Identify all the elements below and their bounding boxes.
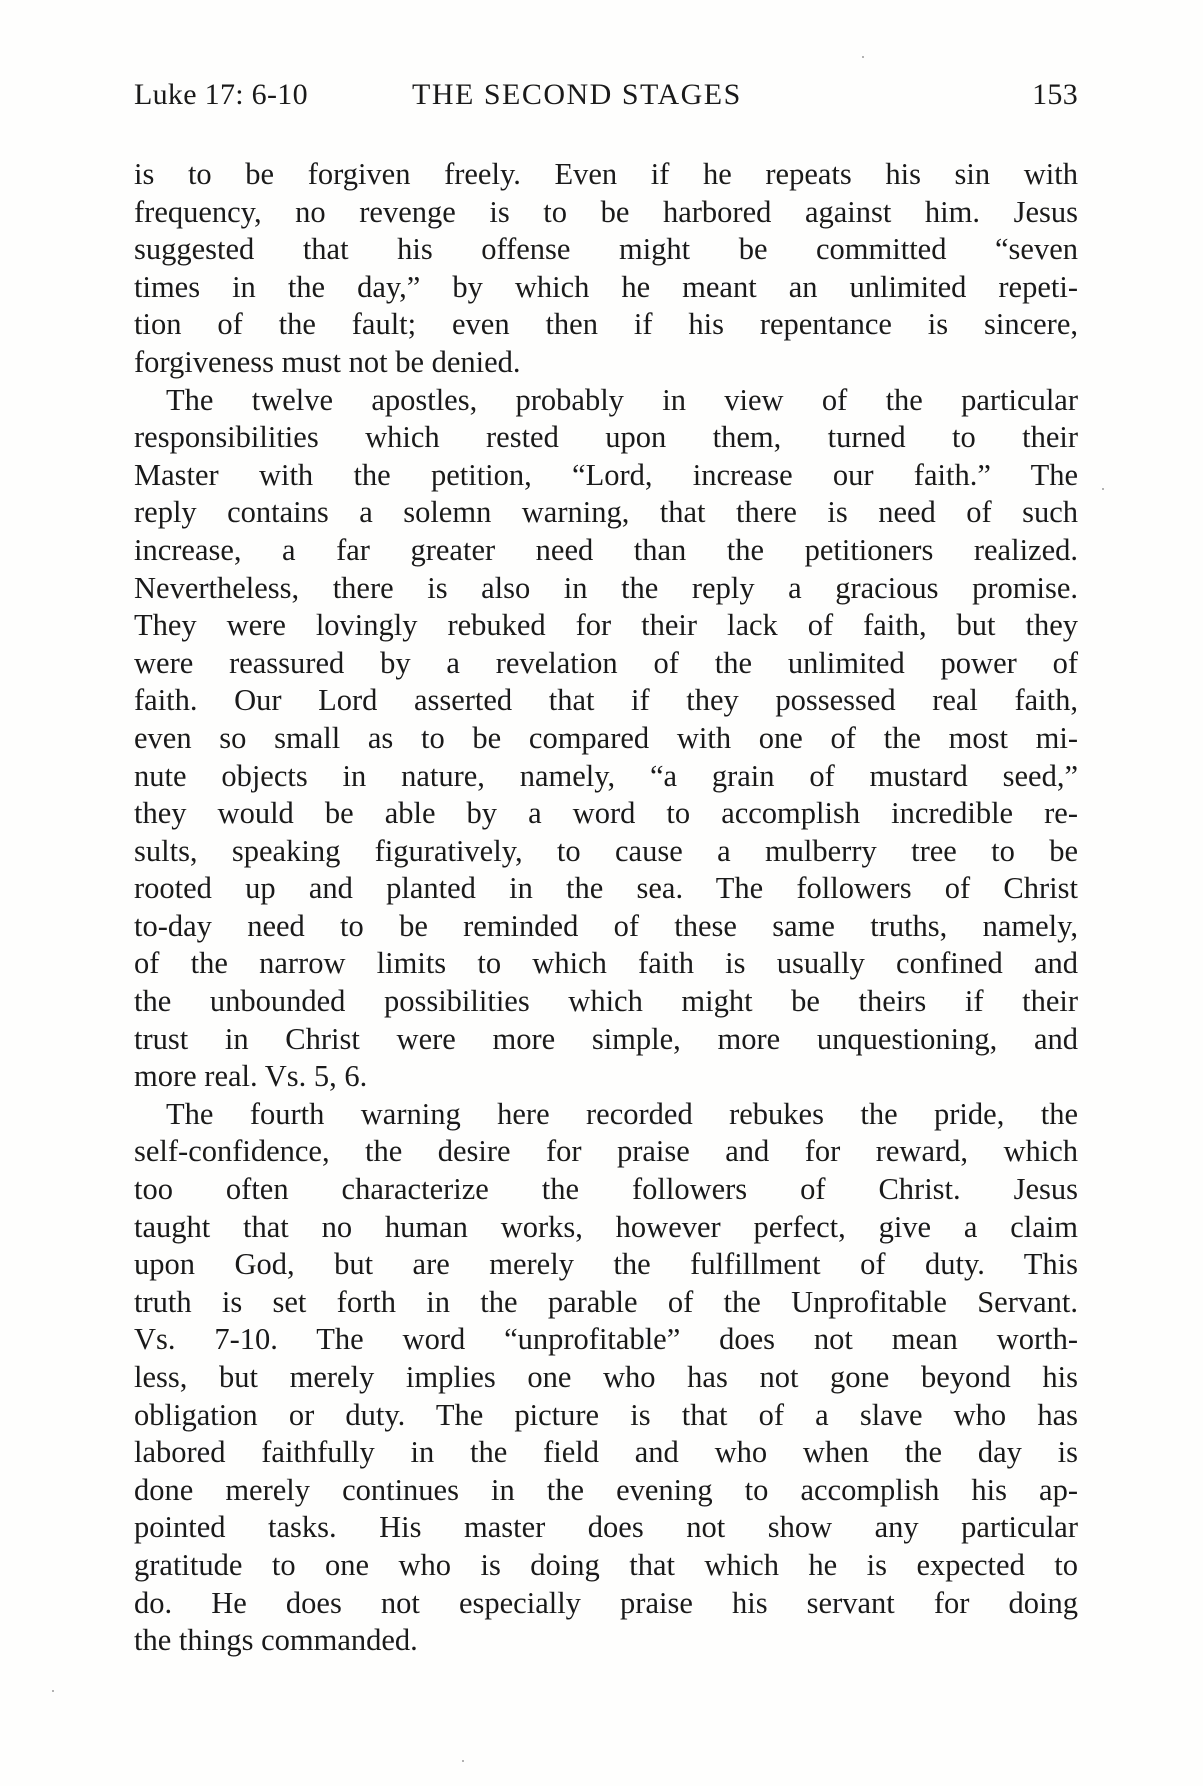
text-line: taught that no human works, however perfect, give a claim — [134, 1209, 1078, 1244]
text-line: times in the day,” by which he meant an unlimited repeti- — [134, 269, 1078, 304]
body-text — [134, 156, 1078, 1660]
text-line: responsibilities which rested upon them, turned to their — [134, 420, 1078, 455]
text-line: do. He does not especially praise his servant for doing — [134, 1585, 1078, 1620]
text-line: rooted up and planted in the sea. The followers of Christ — [134, 871, 1078, 906]
page-number: 153 — [1032, 78, 1078, 111]
text-line: labored faithfully in the field and who when the day is — [134, 1435, 1078, 1470]
text-line: nute objects in nature, namely, “a grain of mustard seed,” — [134, 758, 1078, 793]
text-line: Nevertheless, there is also in the reply a gracious promise. — [134, 570, 1078, 605]
text-line: increase, a far greater need than the petitioners realized. — [134, 532, 1078, 567]
text-line: trust in Christ were more simple, more unquestioning, and — [134, 1021, 1078, 1056]
text-line: is to be forgiven freely. Even if he repeats his sin with — [134, 157, 1078, 191]
paragraph-first-line: The fourth warning here recorded rebukes the pride, the — [166, 1096, 1078, 1131]
text-line: were reassured by a revelation of the unlimited power of — [134, 645, 1078, 680]
text-line: tion of the fault; even then if his repentance is sincere, — [134, 307, 1078, 342]
text-line: sults, speaking figuratively, to cause a mulberry tree to be — [134, 833, 1078, 868]
text-line: self-confidence, the desire for praise and for reward, which — [134, 1134, 1078, 1169]
text-line: the things commanded. — [134, 1623, 418, 1658]
running-header — [134, 78, 1078, 118]
text-line: Master with the petition, “Lord, increase our faith.” The — [134, 457, 1078, 492]
text-line: to-day need to be reminded of these same truths, namely, — [134, 908, 1078, 943]
text-line: frequency, no revenge is to be harbored against him. Jesus — [134, 194, 1078, 229]
scan-speck — [862, 56, 864, 58]
chapter-title: THE SECOND STAGES — [412, 78, 742, 111]
text-line: gratitude to one who is doing that which he is expected to — [134, 1547, 1078, 1582]
scan-speck — [462, 1760, 464, 1762]
text-line: truth is set forth in the parable of the Unprofitable Servant. — [134, 1284, 1078, 1319]
text-line: Vs. 7-10. The word “unprofitable” does not mean worth- — [134, 1322, 1078, 1357]
text-line: too often characterize the followers of Christ. Jesus — [134, 1172, 1078, 1207]
text-line: pointed tasks. His master does not show any particular — [134, 1510, 1078, 1545]
text-line: They were lovingly rebuked for their lack of faith, but they — [134, 608, 1078, 643]
text-line: forgiveness must not be denied. — [134, 344, 521, 379]
text-line: suggested that his offense might be committed “seven — [134, 232, 1078, 267]
text-line: faith. Our Lord asserted that if they possessed real faith, — [134, 683, 1078, 718]
text-line: less, but merely implies one who has not gone beyond his — [134, 1360, 1078, 1394]
text-line: the unbounded possibilities which might be theirs if their — [134, 984, 1078, 1019]
text-line: done merely continues in the evening to accomplish his ap- — [134, 1472, 1078, 1507]
text-line: even so small as to be compared with one of the most mi- — [134, 720, 1078, 755]
text-line: obligation or duty. The picture is that of a slave who has — [134, 1397, 1078, 1432]
paragraph-first-line: The twelve apostles, probably in view of the particular — [166, 382, 1078, 417]
text-line: more real. Vs. 5, 6. — [134, 1059, 368, 1094]
text-line: upon God, but are merely the fulfillment of duty. This — [134, 1247, 1078, 1282]
text-line: they would be able by a word to accomplish incredible re- — [134, 796, 1078, 831]
text-line: of the narrow limits to which faith is usually confined and — [134, 946, 1078, 981]
scan-speck — [1102, 488, 1104, 490]
scripture-reference: Luke 17: 6-10 — [134, 78, 308, 111]
scan-speck — [52, 1690, 54, 1692]
text-line: reply contains a solemn warning, that there is need of such — [134, 495, 1078, 530]
